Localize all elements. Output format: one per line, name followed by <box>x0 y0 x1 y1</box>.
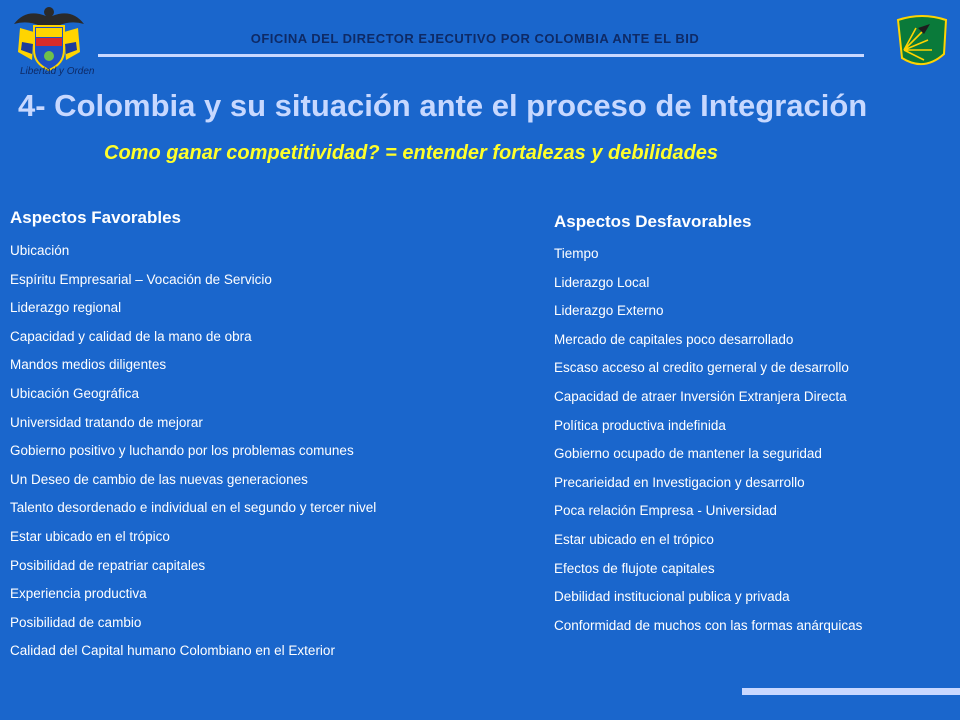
list-item: Estar ubicado en el trópico <box>554 531 714 547</box>
favorables-heading: Aspectos Favorables <box>10 208 182 227</box>
header-divider <box>98 54 864 57</box>
list-item: Poca relación Empresa - Universidad <box>554 503 777 519</box>
slide-subtitle: Como ganar competitividad? = entender fortalezas y debilidades <box>104 142 719 164</box>
list-item: Debilidad institucional publica y privada <box>554 589 790 605</box>
list-item: Política productiva indefinida <box>554 417 726 433</box>
list-item: Liderazgo regional <box>10 300 122 316</box>
list-item: Gobierno positivo y luchando por los problemas comunes <box>10 443 354 459</box>
list-item: Conformidad de muchos con las formas anárquicas <box>554 617 863 633</box>
list-item: Ubicación <box>10 243 70 258</box>
list-item: Liderazgo Externo <box>554 303 664 319</box>
coat-of-arms-caption: Libertad y Orden <box>20 66 95 77</box>
list-item: Calidad del Capital humano Colombiano en el Exterior <box>10 643 335 659</box>
footer-accent-bar <box>742 688 960 695</box>
desfavorables-heading: Aspectos Desfavorables <box>554 212 752 231</box>
list-item: Posibilidad de repatriar capitales <box>10 557 206 573</box>
bid-emblem-logo <box>894 10 950 72</box>
list-item: Ubicación Geográfica <box>10 385 140 401</box>
list-item: Experiencia productiva <box>10 586 147 602</box>
bid-emblem-icon <box>894 10 950 72</box>
list-item: Mandos medios diligentes <box>10 357 167 373</box>
list-item: Capacidad y calidad de la mano de obra <box>10 328 252 344</box>
slide-title: 4- Colombia y su situación ante el proceso de Integración <box>18 88 868 123</box>
list-item: Capacidad de atraer Inversión Extranjera Directa <box>554 388 847 404</box>
list-item: Espíritu Empresarial – Vocación de Servicio <box>10 271 272 287</box>
favorables-list <box>10 240 376 669</box>
list-item: Escaso acceso al credito gerneral y de desarrollo <box>554 360 849 376</box>
office-title: OFICINA DEL DIRECTOR EJECUTIVO POR COLOMBIA ANTE EL BID <box>250 31 700 46</box>
colombia-coat-of-arms-logo <box>6 2 95 82</box>
list-item: Un Deseo de cambio de las nuevas generaciones <box>10 471 308 487</box>
list-item: Efectos de flujote capitales <box>554 560 715 576</box>
list-item: Mercado de capitales poco desarrollado <box>554 331 794 347</box>
list-item: Talento desordenado e individual en el segundo y tercer nivel <box>10 500 377 516</box>
list-item: Tiempo <box>554 246 599 261</box>
desfavorables-list <box>554 243 862 643</box>
list-item: Estar ubicado en el trópico <box>10 528 170 544</box>
list-item: Liderazgo Local <box>554 274 650 290</box>
list-item: Universidad tratando de mejorar <box>10 414 203 430</box>
list-item: Precarieidad en Investigacion y desarrollo <box>554 474 805 490</box>
list-item: Posibilidad de cambio <box>10 614 142 630</box>
list-item: Gobierno ocupado de mantener la seguridad <box>554 446 822 462</box>
